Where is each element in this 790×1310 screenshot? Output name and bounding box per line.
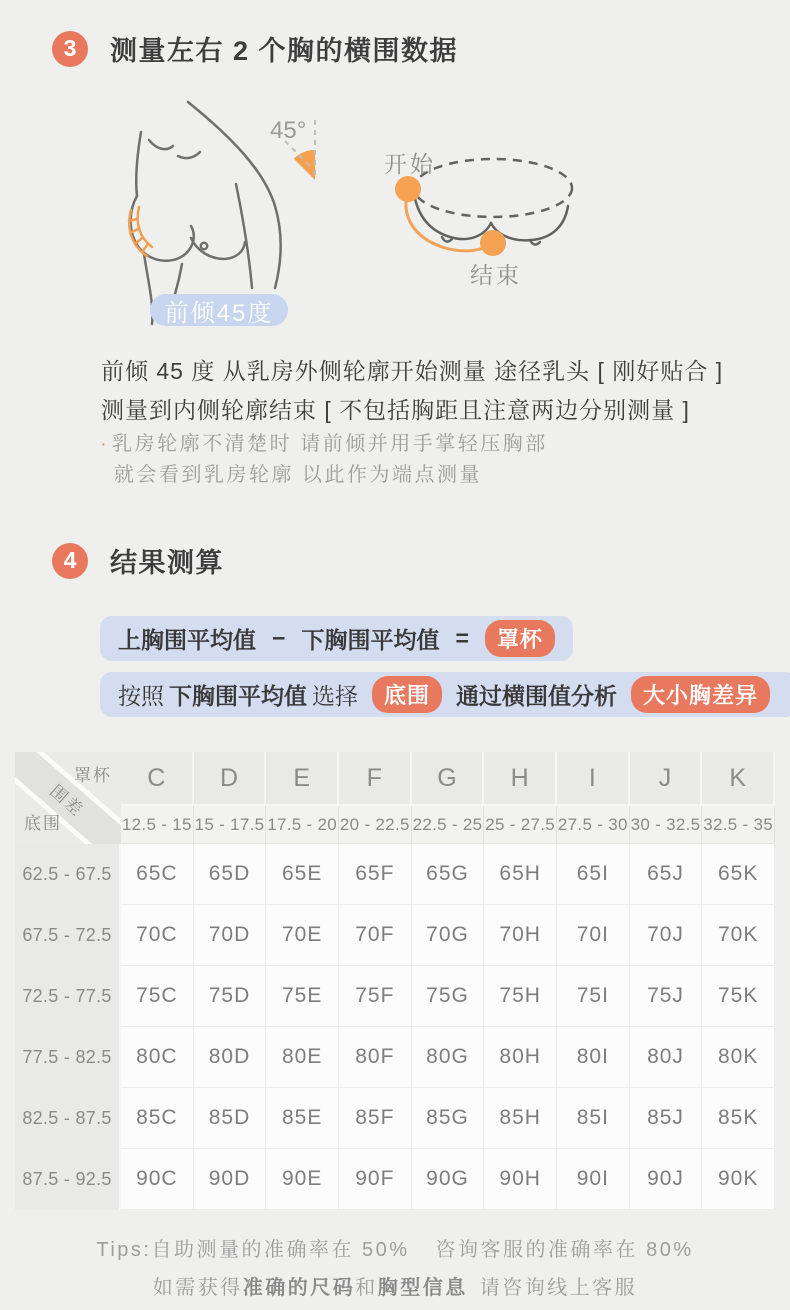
step3-header: [52, 29, 458, 68]
size-cell: 80J: [630, 1027, 703, 1088]
size-cell: 65I: [557, 844, 630, 905]
cup-header-cell: J: [630, 752, 703, 806]
breast-topview-diagram: [372, 130, 702, 300]
size-cell: 85K: [702, 1088, 775, 1149]
size-cell: 85C: [121, 1088, 194, 1149]
size-cell: 75H: [484, 966, 557, 1027]
size-cell: 70K: [702, 905, 775, 966]
instruction-line2: 测量到内侧轮廓结束 [ 不包括胸距且注意两边分别测量 ]: [101, 397, 690, 423]
cupdiff-range-cell: 22.5 - 25: [412, 806, 485, 844]
size-cell: 80D: [194, 1027, 267, 1088]
pose-pill: 前倾45度: [150, 294, 288, 326]
size-cell: 65F: [339, 844, 412, 905]
formula2-bold1: 下胸围平均值: [169, 683, 307, 709]
step4-header: [52, 541, 224, 580]
size-cell: 70G: [412, 905, 485, 966]
band-pill: 底围: [372, 676, 442, 713]
size-cell: 75G: [412, 966, 485, 1027]
size-cell: 85E: [266, 1088, 339, 1149]
size-cell: 65H: [484, 844, 557, 905]
cupdiff-range-cell: 27.5 - 30: [557, 806, 630, 844]
size-cell: 80K: [702, 1027, 775, 1088]
note-line1: · 乳房轮廓不清楚时 请前倾并用手掌轻压胸部: [100, 433, 548, 455]
size-cell: 90C: [121, 1149, 194, 1210]
underband-range-cell: 72.5 - 77.5: [15, 966, 121, 1027]
underband-range-cell: 87.5 - 92.5: [15, 1149, 121, 1210]
size-cell: 75D: [194, 966, 267, 1027]
size-cell: 75I: [557, 966, 630, 1027]
underband-range-cell: 62.5 - 67.5: [15, 844, 121, 905]
size-cell: 75J: [630, 966, 703, 1027]
cup-header-cell: C: [121, 752, 194, 806]
cup-header-cell: G: [412, 752, 485, 806]
size-cell: 70I: [557, 905, 630, 966]
cup-header-cell: K: [702, 752, 775, 806]
cupdiff-range-cell: 12.5 - 15: [121, 806, 194, 844]
size-cell: 70C: [121, 905, 194, 966]
asymmetry-pill: 大小胸差异: [631, 676, 770, 713]
cupdiff-range-cell: 15 - 17.5: [194, 806, 267, 844]
note-line2: 就会看到乳房轮廓 以此作为端点测量: [114, 464, 483, 486]
size-cell: 90F: [339, 1149, 412, 1210]
angle-wedge: [294, 150, 315, 180]
step4-title: 结果测算: [110, 548, 224, 578]
size-cell: 85I: [557, 1088, 630, 1149]
cupdiff-range-cell: 25 - 27.5: [484, 806, 557, 844]
formula2-mid: 选择: [312, 683, 358, 709]
end-label: 结束: [470, 262, 522, 288]
torso-outline: [131, 102, 281, 324]
size-cell: 70J: [630, 905, 703, 966]
size-cell: 85J: [630, 1088, 703, 1149]
size-cell: 75F: [339, 966, 412, 1027]
step3-title: 测量左右 2 个胸的横围数据: [110, 36, 459, 66]
size-cell: 80F: [339, 1027, 412, 1088]
size-cell: 80G: [412, 1027, 485, 1088]
size-cell: 75C: [121, 966, 194, 1027]
cup-result-pill: 罩杯: [485, 620, 555, 657]
size-cell: 70H: [484, 905, 557, 966]
size-cell: 70D: [194, 905, 267, 966]
tips-line2: 如需获得准确的尺码和胸型信息 请咨询线上客服: [152, 1277, 638, 1299]
corner-cup-label: 罩杯: [74, 766, 112, 785]
end-point-dot: [480, 230, 506, 256]
corner-band-label: 底围: [24, 814, 62, 833]
size-cell: 65J: [630, 844, 703, 905]
size-cell: 80E: [266, 1027, 339, 1088]
size-cell: 85F: [339, 1088, 412, 1149]
start-point-dot: [395, 176, 421, 202]
size-cell: 90E: [266, 1149, 339, 1210]
formula1-term2: 下胸围平均值: [301, 627, 440, 653]
underband-range-cell: 82.5 - 87.5: [15, 1088, 121, 1149]
cup-header-cell: E: [266, 752, 339, 806]
cupdiff-range-cell: 17.5 - 20: [266, 806, 339, 844]
size-cell: 80H: [484, 1027, 557, 1088]
formula1-term1: 上胸围平均值: [118, 627, 256, 653]
chest-dashed-ellipse: [414, 159, 572, 217]
size-cell: 70F: [339, 905, 412, 966]
angle-label: 45°: [270, 117, 307, 144]
size-cell: 65G: [412, 844, 485, 905]
formula2-pre: 按照: [118, 683, 164, 709]
size-cell: 65C: [121, 844, 194, 905]
measuring-note: [100, 429, 548, 491]
size-cell: 90J: [630, 1149, 703, 1210]
step3-number-badge: 3: [52, 31, 88, 67]
step4-number-badge: 4: [52, 543, 88, 579]
size-cell: 85D: [194, 1088, 267, 1149]
cup-header-cell: I: [557, 752, 630, 806]
size-cell: 90D: [194, 1149, 267, 1210]
size-cell: 80C: [121, 1027, 194, 1088]
size-table: [15, 752, 775, 1210]
cupdiff-range-cell: 20 - 22.5: [339, 806, 412, 844]
size-cell: 90I: [557, 1149, 630, 1210]
formula2-bold2: 通过横围值分析: [456, 683, 618, 709]
size-cell: 75K: [702, 966, 775, 1027]
size-cell: 90H: [484, 1149, 557, 1210]
tips-line1: Tips:自助测量的准确率在 50% 咨询客服的准确率在 80%: [96, 1239, 694, 1261]
size-cell: 65K: [702, 844, 775, 905]
tips-footer: [0, 1231, 790, 1307]
underband-range-cell: 77.5 - 82.5: [15, 1027, 121, 1088]
equals-sign: =: [455, 625, 469, 651]
cup-header-cell: F: [339, 752, 412, 806]
cupdiff-range-cell: 32.5 - 35: [702, 806, 775, 844]
size-cell: 75E: [266, 966, 339, 1027]
band-formula: [100, 672, 790, 717]
size-cell: 80I: [557, 1027, 630, 1088]
minus-sign: −: [272, 625, 286, 651]
size-cell: 85G: [412, 1088, 485, 1149]
cupdiff-range-cell: 30 - 32.5: [630, 806, 703, 844]
size-cell: 90G: [412, 1149, 485, 1210]
angle-45-marker: [270, 117, 315, 180]
cup-header-cell: H: [484, 752, 557, 806]
cup-formula: [100, 616, 573, 661]
underband-range-cell: 67.5 - 72.5: [15, 905, 121, 966]
corner-diff-label: 围差: [46, 781, 88, 821]
size-cell: 85H: [484, 1088, 557, 1149]
start-label: 开始: [384, 151, 436, 177]
size-cell: 65D: [194, 844, 267, 905]
instruction-line1: 前倾 45 度 从乳房外侧轮廓开始测量 途径乳头 [ 刚好贴合 ]: [101, 358, 724, 384]
size-cell: 90K: [702, 1149, 775, 1210]
note-bullet: ·: [100, 433, 110, 455]
size-cell: 70E: [266, 905, 339, 966]
measuring-instructions: [101, 352, 723, 430]
cup-header-cell: D: [194, 752, 267, 806]
table-corner-cell: [15, 752, 121, 844]
size-cell: 65E: [266, 844, 339, 905]
